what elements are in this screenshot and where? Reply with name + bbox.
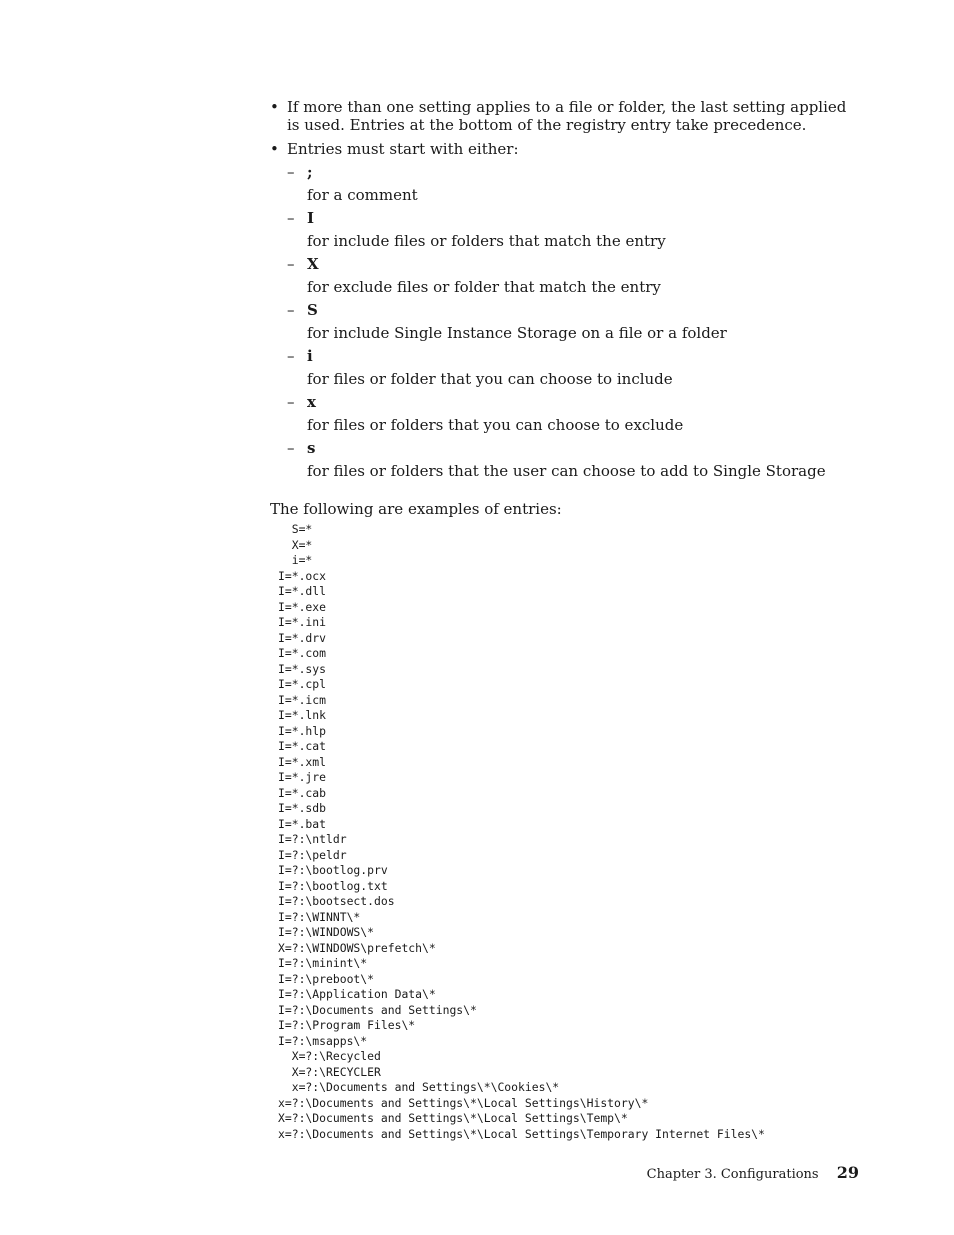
entry-type-item <box>287 209 850 250</box>
bullet-marker: • <box>270 140 279 158</box>
dash-marker: – <box>287 301 295 319</box>
page-footer <box>647 1163 859 1185</box>
registry-entries-code-block: S=* X=* i=* I=*.ocx I=*.dll I=*.exe I=*.ini I=*.drv I=*.com I=*.sys I=*.cpl I=*.icm I=*.lnk I=*.hlp I=*.cat I=*.xml I=*.jre I=*.cab I=*.sdb I=*.bat I=?:\ntldr I=?:\peldr I=?:\bootlog.prv I=?:\bootlog.txt I=?:\bootsect.dos I=?:\WINNT\* I=?:\WINDOWS\* X=?:\WINDOWS\prefetch\* I=?:\minint\* I=?:\preboot\* I=?:\Application Data\* I=?:\Documents and Settings\* I=?:\Program Files\* I=?:\msapps\* X=?:\Recycled X=?:\RECYCLER x=?:\Documents and Settings\*\Cookies\* x=?:\Documents and Settings\*\Local Settings\History\* X=?:\Documents and Settings\*\Local Settings\Temp\* x=?:\Documents and Settings\*\Local Settings\Temporary Internet Files\* <box>278 522 765 1141</box>
entry-description: for a comment <box>307 186 418 204</box>
dash-marker: – <box>287 439 295 457</box>
entry-symbol: I <box>307 209 315 227</box>
entry-symbol: i <box>307 347 313 365</box>
entry-symbol: x <box>307 393 316 411</box>
bullet-item <box>270 98 850 134</box>
page-content <box>270 98 850 1142</box>
entry-type-item <box>287 347 850 388</box>
entry-type-item <box>287 301 850 342</box>
entry-type-list <box>287 163 850 480</box>
examples-intro: The following are examples of entries: <box>270 500 562 518</box>
entry-description: for files or folder that you can choose to include <box>307 370 673 388</box>
dash-marker: – <box>287 393 295 411</box>
dash-marker: – <box>287 163 295 181</box>
entry-type-item <box>287 393 850 434</box>
entry-type-item <box>287 255 850 296</box>
entry-description: for include files or folders that match the entry <box>307 232 666 250</box>
rules-bullet-list <box>270 98 850 480</box>
bullet-text: Entries must start with either: <box>287 140 519 158</box>
dash-marker: – <box>287 255 295 273</box>
entry-symbol: ; <box>307 163 313 181</box>
entry-symbol: X <box>307 255 319 273</box>
entry-symbol: s <box>307 439 316 457</box>
bullet-text: If more than one setting applies to a file or folder, the last setting applied is used. Entries at the bottom of the registry entry take precedence. <box>287 98 847 134</box>
entry-description: for include Single Instance Storage on a file or a folder <box>307 324 727 342</box>
dash-marker: – <box>287 347 295 365</box>
dash-marker: – <box>287 209 295 227</box>
bullet-item <box>270 140 850 480</box>
chapter-title: Chapter 3. Configurations <box>646 1167 819 1182</box>
bullet-marker: • <box>270 98 279 116</box>
entry-type-item <box>287 439 850 480</box>
entry-symbol: S <box>307 301 318 319</box>
entry-description: for files or folders that the user can choose to add to Single Storage <box>307 462 826 480</box>
entry-type-item <box>287 163 850 204</box>
page-number: 29 <box>836 1163 859 1182</box>
entry-description: for files or folders that you can choose to exclude <box>307 416 684 434</box>
entry-description: for exclude files or folder that match the entry <box>307 278 661 296</box>
